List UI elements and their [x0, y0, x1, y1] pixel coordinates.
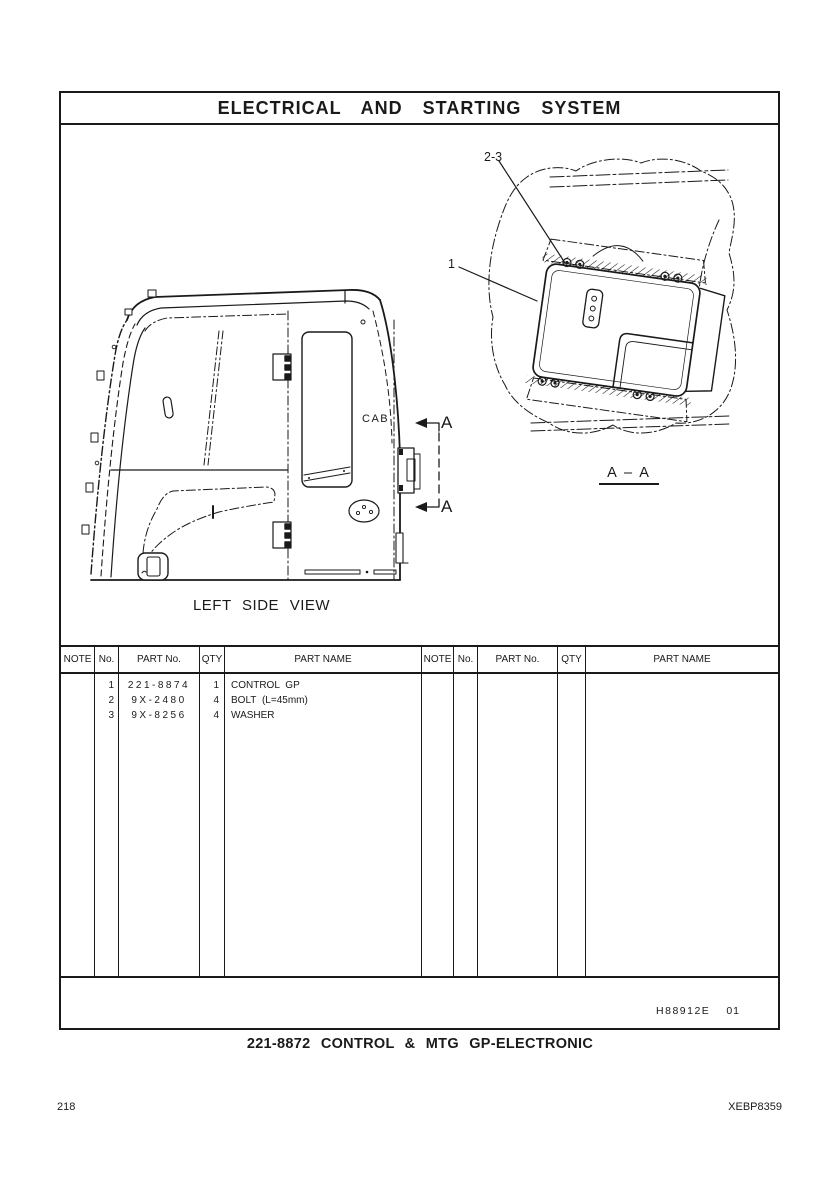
- section-marker-a-upper: A: [441, 413, 453, 432]
- header-part-name-2: PART NAME: [653, 654, 711, 665]
- title-bar: [61, 93, 778, 125]
- table-row-qty: 4: [213, 695, 219, 706]
- view-caption: LEFT SIDE VIEW: [192, 597, 331, 614]
- parts-table: [61, 645, 778, 1026]
- drawing-number-strip: [61, 976, 778, 1026]
- table-row-no: 1: [108, 680, 114, 691]
- page-frame: [59, 91, 780, 1030]
- cab-left-side-view: [82, 290, 439, 580]
- header-no-2: No.: [454, 647, 478, 672]
- col-part-no-values: [119, 674, 200, 976]
- section-marker-a-lower: A: [441, 497, 453, 516]
- col-part-name-values-2: [586, 674, 778, 976]
- doc-reference: XEBP8359: [728, 1101, 782, 1113]
- parts-table-header: [61, 647, 778, 672]
- section-label-a-a: A – A: [599, 465, 659, 485]
- table-row-no: 2: [108, 695, 114, 706]
- col-part-no-values-2: [478, 674, 558, 976]
- col-no-values-2: [454, 674, 478, 976]
- header-part-no-2: PART No.: [478, 647, 558, 672]
- table-row-part_name: WASHER: [231, 710, 275, 721]
- col-no-values: [95, 674, 119, 976]
- col-qty-values: [200, 674, 225, 976]
- leader-line-1: [459, 267, 537, 301]
- drawing-area: [61, 125, 778, 645]
- table-row-part_no: 9X-2480: [131, 695, 187, 706]
- col-note-values-2: [422, 674, 454, 976]
- header-qty: QTY: [200, 647, 225, 672]
- cab-label: CAB: [362, 413, 390, 425]
- technical-drawing: [61, 125, 778, 645]
- table-row-part_no: 221-8874: [127, 680, 191, 691]
- header-note: NOTE: [61, 647, 95, 672]
- revision: 01: [726, 1005, 740, 1017]
- callout-2-3: 2-3: [484, 150, 503, 164]
- table-row-part_no: 9X-8256: [131, 710, 187, 721]
- table-row-qty: 1: [213, 680, 219, 691]
- parts-table-body: [61, 672, 778, 976]
- col-note-values: [61, 674, 95, 976]
- doc-code: H88912E: [656, 1005, 711, 1017]
- col-part-name-values: [225, 674, 422, 976]
- col-qty-values-2: [558, 674, 586, 976]
- page-number: 218: [57, 1101, 76, 1113]
- page-title: ELECTRICAL AND STARTING SYSTEM: [217, 97, 622, 118]
- table-row-part_name: CONTROL GP: [231, 680, 300, 691]
- table-row-part_name: BOLT (L=45mm): [231, 695, 308, 706]
- header-note-2: NOTE: [422, 647, 454, 672]
- header-part-no: PART No.: [119, 647, 200, 672]
- figure-caption: 221-8872 CONTROL & MTG GP-ELECTRONIC: [246, 1036, 594, 1052]
- header-part-name: PART NAME: [225, 647, 422, 672]
- detail-view-a-a: [459, 159, 736, 433]
- callout-1: 1: [448, 257, 455, 271]
- table-row-qty: 4: [213, 710, 219, 721]
- table-row-no: 3: [108, 710, 114, 721]
- header-no: No.: [95, 647, 119, 672]
- header-qty-2: QTY: [558, 647, 586, 672]
